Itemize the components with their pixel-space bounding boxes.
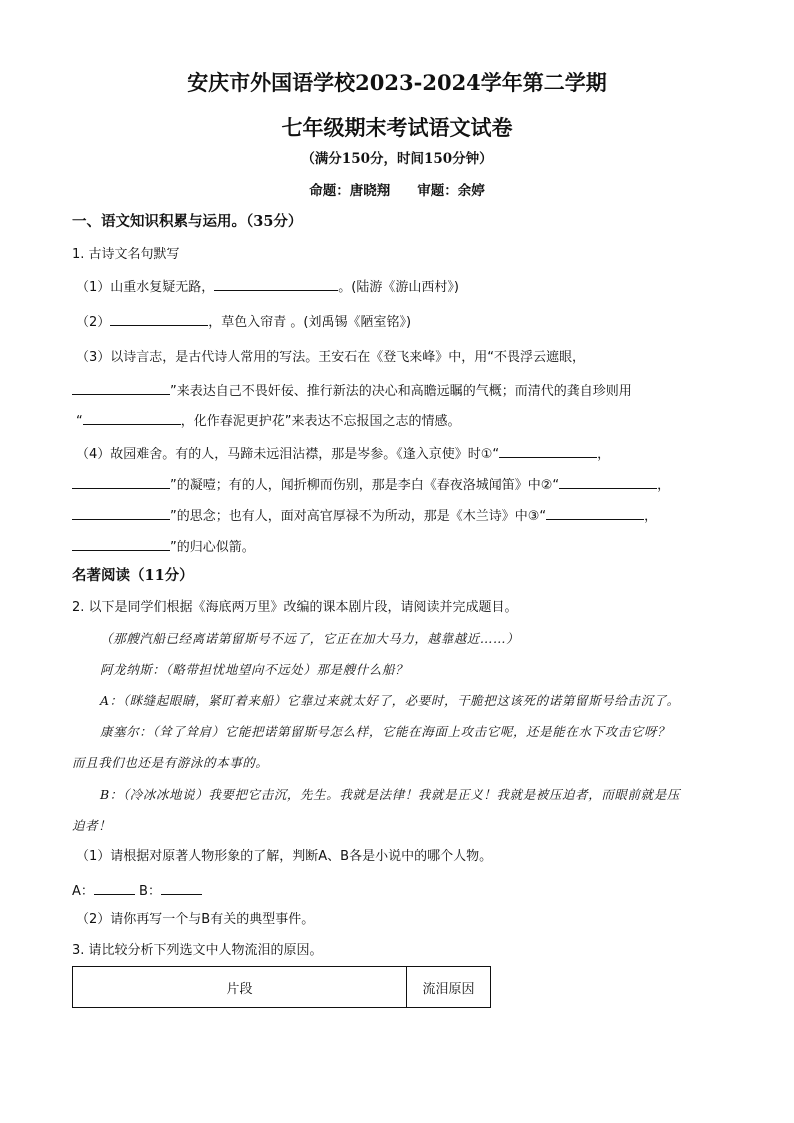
q1-p4-line2-text-b: ”的凝噎；有的人，闻折柳而伤别，那是李白《春夜洛城闻笛》中②“ (170, 478, 560, 493)
section1-heading: 一、语文知识积累与运用。（35分） (72, 213, 303, 230)
label-a: A： (72, 884, 94, 899)
answer-blank[interactable] (72, 380, 170, 395)
q2-sub1: （1）请根据对原著人物形象的了解，判断A、B各是小说中的哪个人物。 (76, 849, 493, 864)
answer-blank[interactable] (83, 410, 181, 425)
q1-p3-line2-text: ”来表达自己不畏奸佞、推行新法的决心和高瞻远瞩的气概；而清代的龚自珍则用 (170, 384, 632, 399)
header-excerpt: 片段 (73, 967, 407, 1008)
tears-reason-table (72, 966, 491, 1008)
q1-p4-line3-text-b: ”的思念；也有人，面对高官厚禄不为所动，那是《木兰诗》中③“ (170, 509, 547, 524)
q1-part3-line2 (72, 380, 632, 401)
q1-p1-text-a: （1）山重水复疑无路， (76, 280, 215, 295)
exam-title: 七年级期末考试语文试卷 (281, 115, 513, 140)
answer-blank[interactable] (110, 311, 208, 326)
q2-ab-answer (72, 880, 202, 901)
table-row (73, 967, 491, 1008)
answer-blank[interactable] (72, 474, 170, 489)
script-line-conseil: 康塞尔：（耸了耸肩）它能把诺第留斯号怎么样，它能在海面上攻击它呢，还是能在水下攻击它呀？ (100, 724, 671, 739)
answer-blank[interactable] (72, 505, 170, 520)
school-title: 安庆市外国语学校2023-2024学年第二学期 (187, 70, 607, 95)
score-time: （满分150分，时间150分钟） (301, 151, 493, 167)
authors: 命题：唐晓翔 审题：余婷 (309, 183, 485, 199)
q1-part4-line4 (72, 536, 255, 557)
q1-part4-line2 (72, 474, 670, 495)
q1-p2-text-b: ，草色入帘青 。(刘禹锡《陋室铭》) (208, 315, 412, 330)
answer-blank-b[interactable] (161, 880, 202, 895)
q1-p4-line4-text-b: ”的归心似箭。 (170, 540, 255, 555)
header-reason: 流泪原因 (407, 967, 491, 1008)
q1-p4-line2-text-c: ， (657, 478, 671, 493)
q1-part3-line1: （3）以诗言志，是古代诗人常用的写法。王安石在《登飞来峰》中，用“不畏浮云遮眼， (76, 350, 586, 365)
script-line-b-cont: 迫者！ (72, 818, 112, 833)
answer-blank[interactable] (499, 443, 597, 458)
q2-stem: 2. 以下是同学们根据《海底两万里》改编的课本剧片段，请阅读并完成题目。 (72, 600, 518, 615)
script-stage-direction: （那艘汽船已经离诺第留斯号不远了，它正在加大马力，越靠越近……） (100, 631, 520, 646)
q1-part2 (76, 311, 411, 332)
q1-part4-line3 (72, 505, 657, 526)
answer-blank-a[interactable] (94, 880, 135, 895)
q1-p4-line1-text-b: ， (597, 447, 611, 462)
section2-heading: 名著阅读（11分） (72, 567, 194, 584)
q1-part1 (76, 276, 459, 297)
script-line-a: A：（眯缝起眼睛，紧盯着来船）它靠过来就太好了，必要时，干脆把这该死的诺第留斯号给击沉了。 (100, 693, 680, 708)
answer-blank[interactable] (546, 505, 644, 520)
script-line-conseil-cont: 而且我们也还是有游泳的本事的。 (72, 755, 269, 770)
answer-blank[interactable] (214, 276, 338, 291)
q1-p3-line3-text-b: ，化作春泥更护花”来表达不忘报国之志的情感。 (180, 414, 461, 429)
q1-stem: 1. 古诗文名句默写 (72, 247, 180, 262)
q1-p4-line3-text-c: ， (644, 509, 658, 524)
q1-p1-text-b: 。(陆游《游山西村》) (338, 280, 459, 295)
q1-p3-line3-text-a: “ (76, 414, 83, 429)
answer-blank[interactable] (559, 474, 657, 489)
script-line-aronnax: 阿龙纳斯：（略带担忧地望向不远处）那是艘什么船？ (100, 662, 409, 677)
q3-stem: 3. 请比较分析下列选文中人物流泪的原因。 (72, 943, 323, 958)
answer-blank[interactable] (72, 536, 170, 551)
q1-part4-line1 (76, 443, 610, 464)
script-line-b: B：（冷冰冰地说）我要把它击沉，先生。我就是法律！我就是正义！我就是被压迫者，而眼前就是压 (100, 787, 680, 802)
label-b: B： (134, 884, 161, 899)
q1-p2-text-a: （2） (76, 315, 111, 330)
q1-p4-line1-text-a: （4）故园难舍。有的人，马蹄未远泪沾襟，那是岑参。《逢入京使》时①“ (76, 447, 500, 462)
q1-part3-line3 (76, 410, 461, 431)
q2-sub2: （2）请你再写一个与B有关的典型事件。 (76, 912, 315, 927)
